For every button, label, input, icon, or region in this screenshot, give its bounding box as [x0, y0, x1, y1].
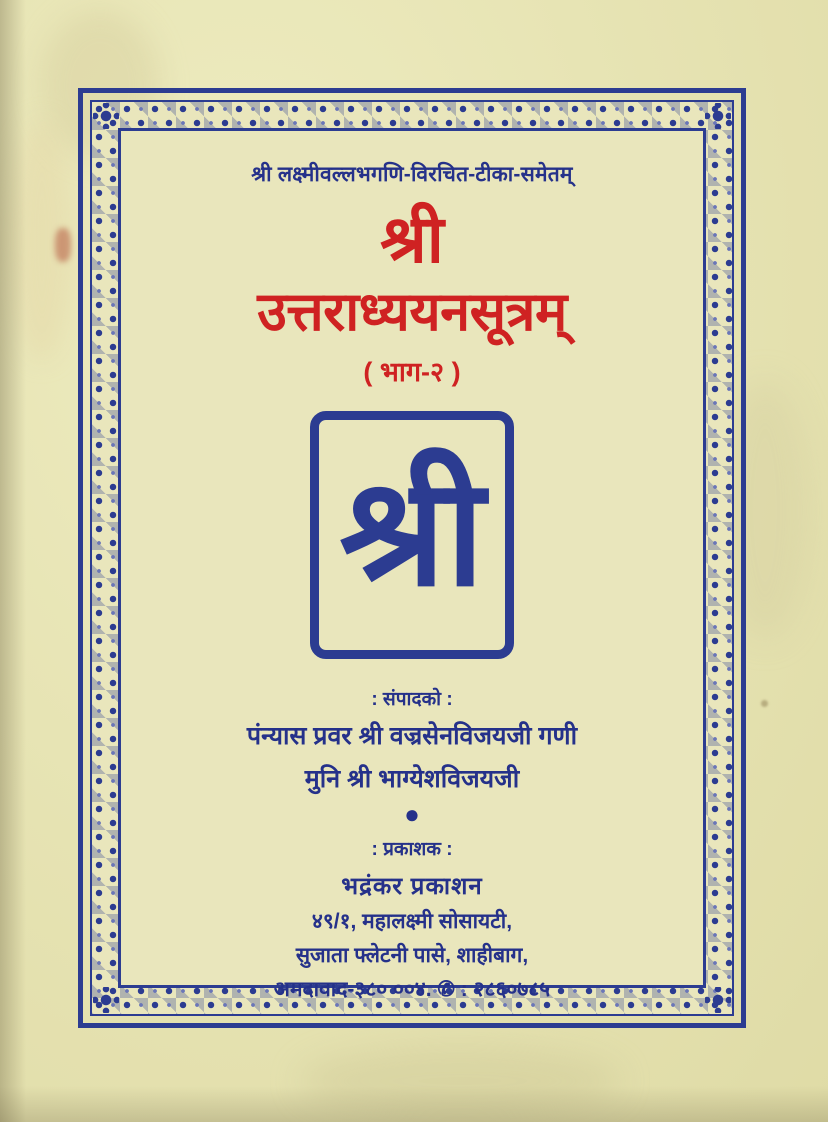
- divider-dot-icon: ●: [404, 798, 420, 829]
- publisher-address-line: सुजाता फ्लेटनी पासे, शाहीबाग,: [295, 943, 529, 967]
- bottom-edge-shadow: [0, 1086, 828, 1122]
- editor-name: पंन्यास प्रवर श्री वज्रसेनविजयजी गणी: [246, 722, 578, 751]
- paper-mark-red: [55, 228, 71, 262]
- publisher-address-line: ४९/१, महालक्ष्मी सोसायटी,: [311, 909, 513, 933]
- corner-rosette-icon: [93, 987, 119, 1013]
- spine-shadow: [0, 0, 26, 1122]
- page-title: उत्तराध्ययनसूत्रम्: [257, 282, 567, 342]
- publisher-label: : प्रकाशक :: [371, 838, 453, 860]
- publisher-address-line: अमदावाद-३८० ००४. ✆ : २८६०७८५: [273, 978, 551, 1002]
- volume-label: ( भाग-२ ): [363, 357, 461, 388]
- editors-label: : संपादको :: [371, 689, 453, 711]
- shree-monogram-glyph: श्री: [339, 448, 485, 617]
- corner-rosette-icon: [705, 987, 731, 1013]
- corner-rosette-icon: [93, 103, 119, 129]
- publisher-name: भद्रंकर प्रकाशन: [341, 872, 483, 900]
- shree-monogram-icon: [310, 411, 514, 659]
- paper-speck: [761, 700, 768, 707]
- title-honorific: श्री: [380, 202, 444, 276]
- corner-rosette-icon: [705, 103, 731, 129]
- cover-content: [124, 134, 700, 1002]
- commentary-credit-line: श्री लक्ष्मीवल्लभगणि-विरचित-टीका-समेतम्: [251, 163, 573, 186]
- editor-name: मुनि श्री भाग्येशविजयजी: [304, 765, 520, 794]
